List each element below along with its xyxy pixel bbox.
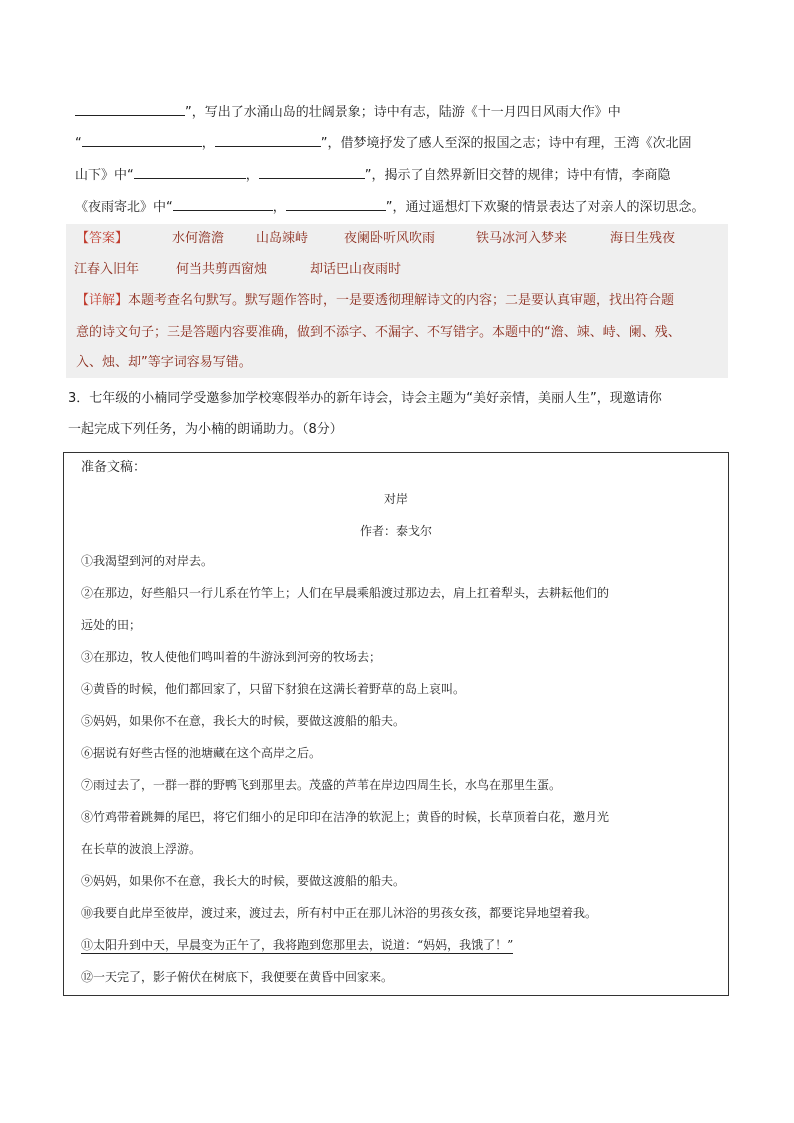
fill-text: “: [75, 136, 82, 151]
answer-blank[interactable]: [173, 198, 273, 211]
answer-section: [66, 224, 728, 286]
poem-title: 对岸: [383, 492, 408, 506]
poem-para: ⑨妈妈，如果你不在意，我长大的时候，要做这渡船的船夫。: [81, 874, 406, 888]
poem-para-underlined: ⑪太阳升到中天，早晨变为正午了，我将跑到您那里去，说道：“妈妈，我饿了！”: [81, 938, 514, 952]
poem-para: 在长草的波浪上浮游。: [81, 842, 202, 856]
poem-para: ③在那边，牧人使他们鸣叫着的牛游泳到河旁的牧场去；: [81, 650, 382, 664]
detail-text: 意的诗文句子；三是答题内容要准确，做到不添字、不漏字、不写错字。本题中的“澹、竦、峙、阑、残、: [76, 325, 681, 340]
answer-item: 何当共剪西窗烛: [176, 262, 268, 277]
answer-blank[interactable]: [215, 134, 321, 147]
fill-text: 山下》中“: [75, 168, 134, 183]
fill-text: ”，通过遥想灯下欢聚的情景表达了对亲人的深切思念。: [385, 200, 705, 215]
poem-para: ⑥据说有好些古怪的池塘藏在这个高岸之后。: [81, 746, 322, 760]
answer-blank[interactable]: [259, 166, 365, 179]
detail-section: [66, 286, 728, 378]
detail-text: 入、烛、却”等字词容易写错。: [76, 355, 252, 370]
answer-item: 却话巴山夜雨时: [310, 262, 402, 277]
answer-item: 海日生残夜: [610, 231, 676, 246]
fill-line-1: [75, 103, 621, 122]
answer-blank[interactable]: [286, 198, 386, 211]
detail-line-2: [76, 324, 681, 342]
fill-line-4: [75, 198, 705, 217]
draft-box: [63, 452, 729, 996]
answer-item: 水何澹澹: [172, 231, 225, 246]
poem-para: ⑦雨过去了，一群一群的野鸭飞到那里去。茂盛的芦苇在岸边四周生长，水鸟在那里生蛋。: [81, 778, 562, 792]
poem-para: ⑩我要自此岸至彼岸，渡过来，渡过去，所有村中正在那儿沐浴的男孩女孩，都要诧异地望着我。: [81, 906, 598, 920]
answer-tag: 【答案】: [76, 231, 129, 246]
answer-item: 铁马冰河入梦来: [476, 231, 568, 246]
question-line-2: 一起完成下列任务，为小楠的朗诵助力。（8分）: [68, 422, 343, 437]
detail-line-3: [76, 354, 252, 372]
answer-item: 江春入旧年: [74, 262, 140, 277]
fill-text: ，: [272, 200, 286, 215]
fill-text: ”，写出了水涌山岛的壮阔景象；诗中有志，陆游《十一月四日风雨大作》中: [185, 105, 621, 120]
poem-para: ①我渴望到河的对岸去。: [81, 554, 214, 568]
fill-text: ，: [245, 168, 259, 183]
answer-blank[interactable]: [82, 134, 202, 147]
fill-text: 《夜雨寄北》中“: [75, 200, 173, 215]
draft-label: 准备文稿：: [81, 460, 147, 475]
poem-para: ⑫一天完了，影子俯伏在树底下，我便要在黄昏中回家来。: [81, 970, 394, 984]
fill-text: ，: [201, 136, 215, 151]
fill-line-2: [75, 134, 692, 153]
answer-blank[interactable]: [134, 166, 246, 179]
detail-line-1: [76, 292, 674, 310]
answer-item: 山岛竦峙: [256, 231, 309, 246]
detail-tag: 【详解】: [76, 293, 129, 308]
poem-para: ④黄昏的时候，他们都回家了，只留下豺狼在这满长着野草的岛上哀叫。: [81, 682, 466, 696]
question-line-1: 3．七年级的小楠同学受邀参加学校寒假举办的新年诗会，诗会主题为“美好亲情，美丽人生”，现邀请你: [68, 391, 662, 406]
poem-para: 远处的田；: [81, 618, 142, 632]
poem-author: 作者：泰戈尔: [359, 524, 432, 538]
detail-text: 本题考查名句默写。默写题作答时，一是要透彻理解诗文的内容；二是要认真审题，找出符合题: [128, 293, 675, 308]
fill-line-3: [75, 166, 671, 185]
fill-text: ”，借梦境抒发了感人至深的报国之志；诗中有理，王湾《次北固: [320, 136, 692, 151]
answer-item: 夜阑卧听风吹雨: [344, 231, 436, 246]
poem-para: ②在那边，好些船只一行儿系在竹竿上；人们在早晨乘船渡过那边去，肩上扛着犁头，去耕耘他们的: [81, 586, 610, 600]
answer-blank[interactable]: [75, 103, 185, 116]
fill-text: ”，揭示了自然界新旧交替的规律；诗中有情，李商隐: [364, 168, 671, 183]
poem-para: ⑤妈妈，如果你不在意，我长大的时候，要做这渡船的船夫。: [81, 714, 406, 728]
poem-para: ⑧竹鸡带着跳舞的尾巴，将它们细小的足印印在洁净的软泥上；黄昏的时候，长草顶着白花，邀月光: [81, 810, 610, 824]
